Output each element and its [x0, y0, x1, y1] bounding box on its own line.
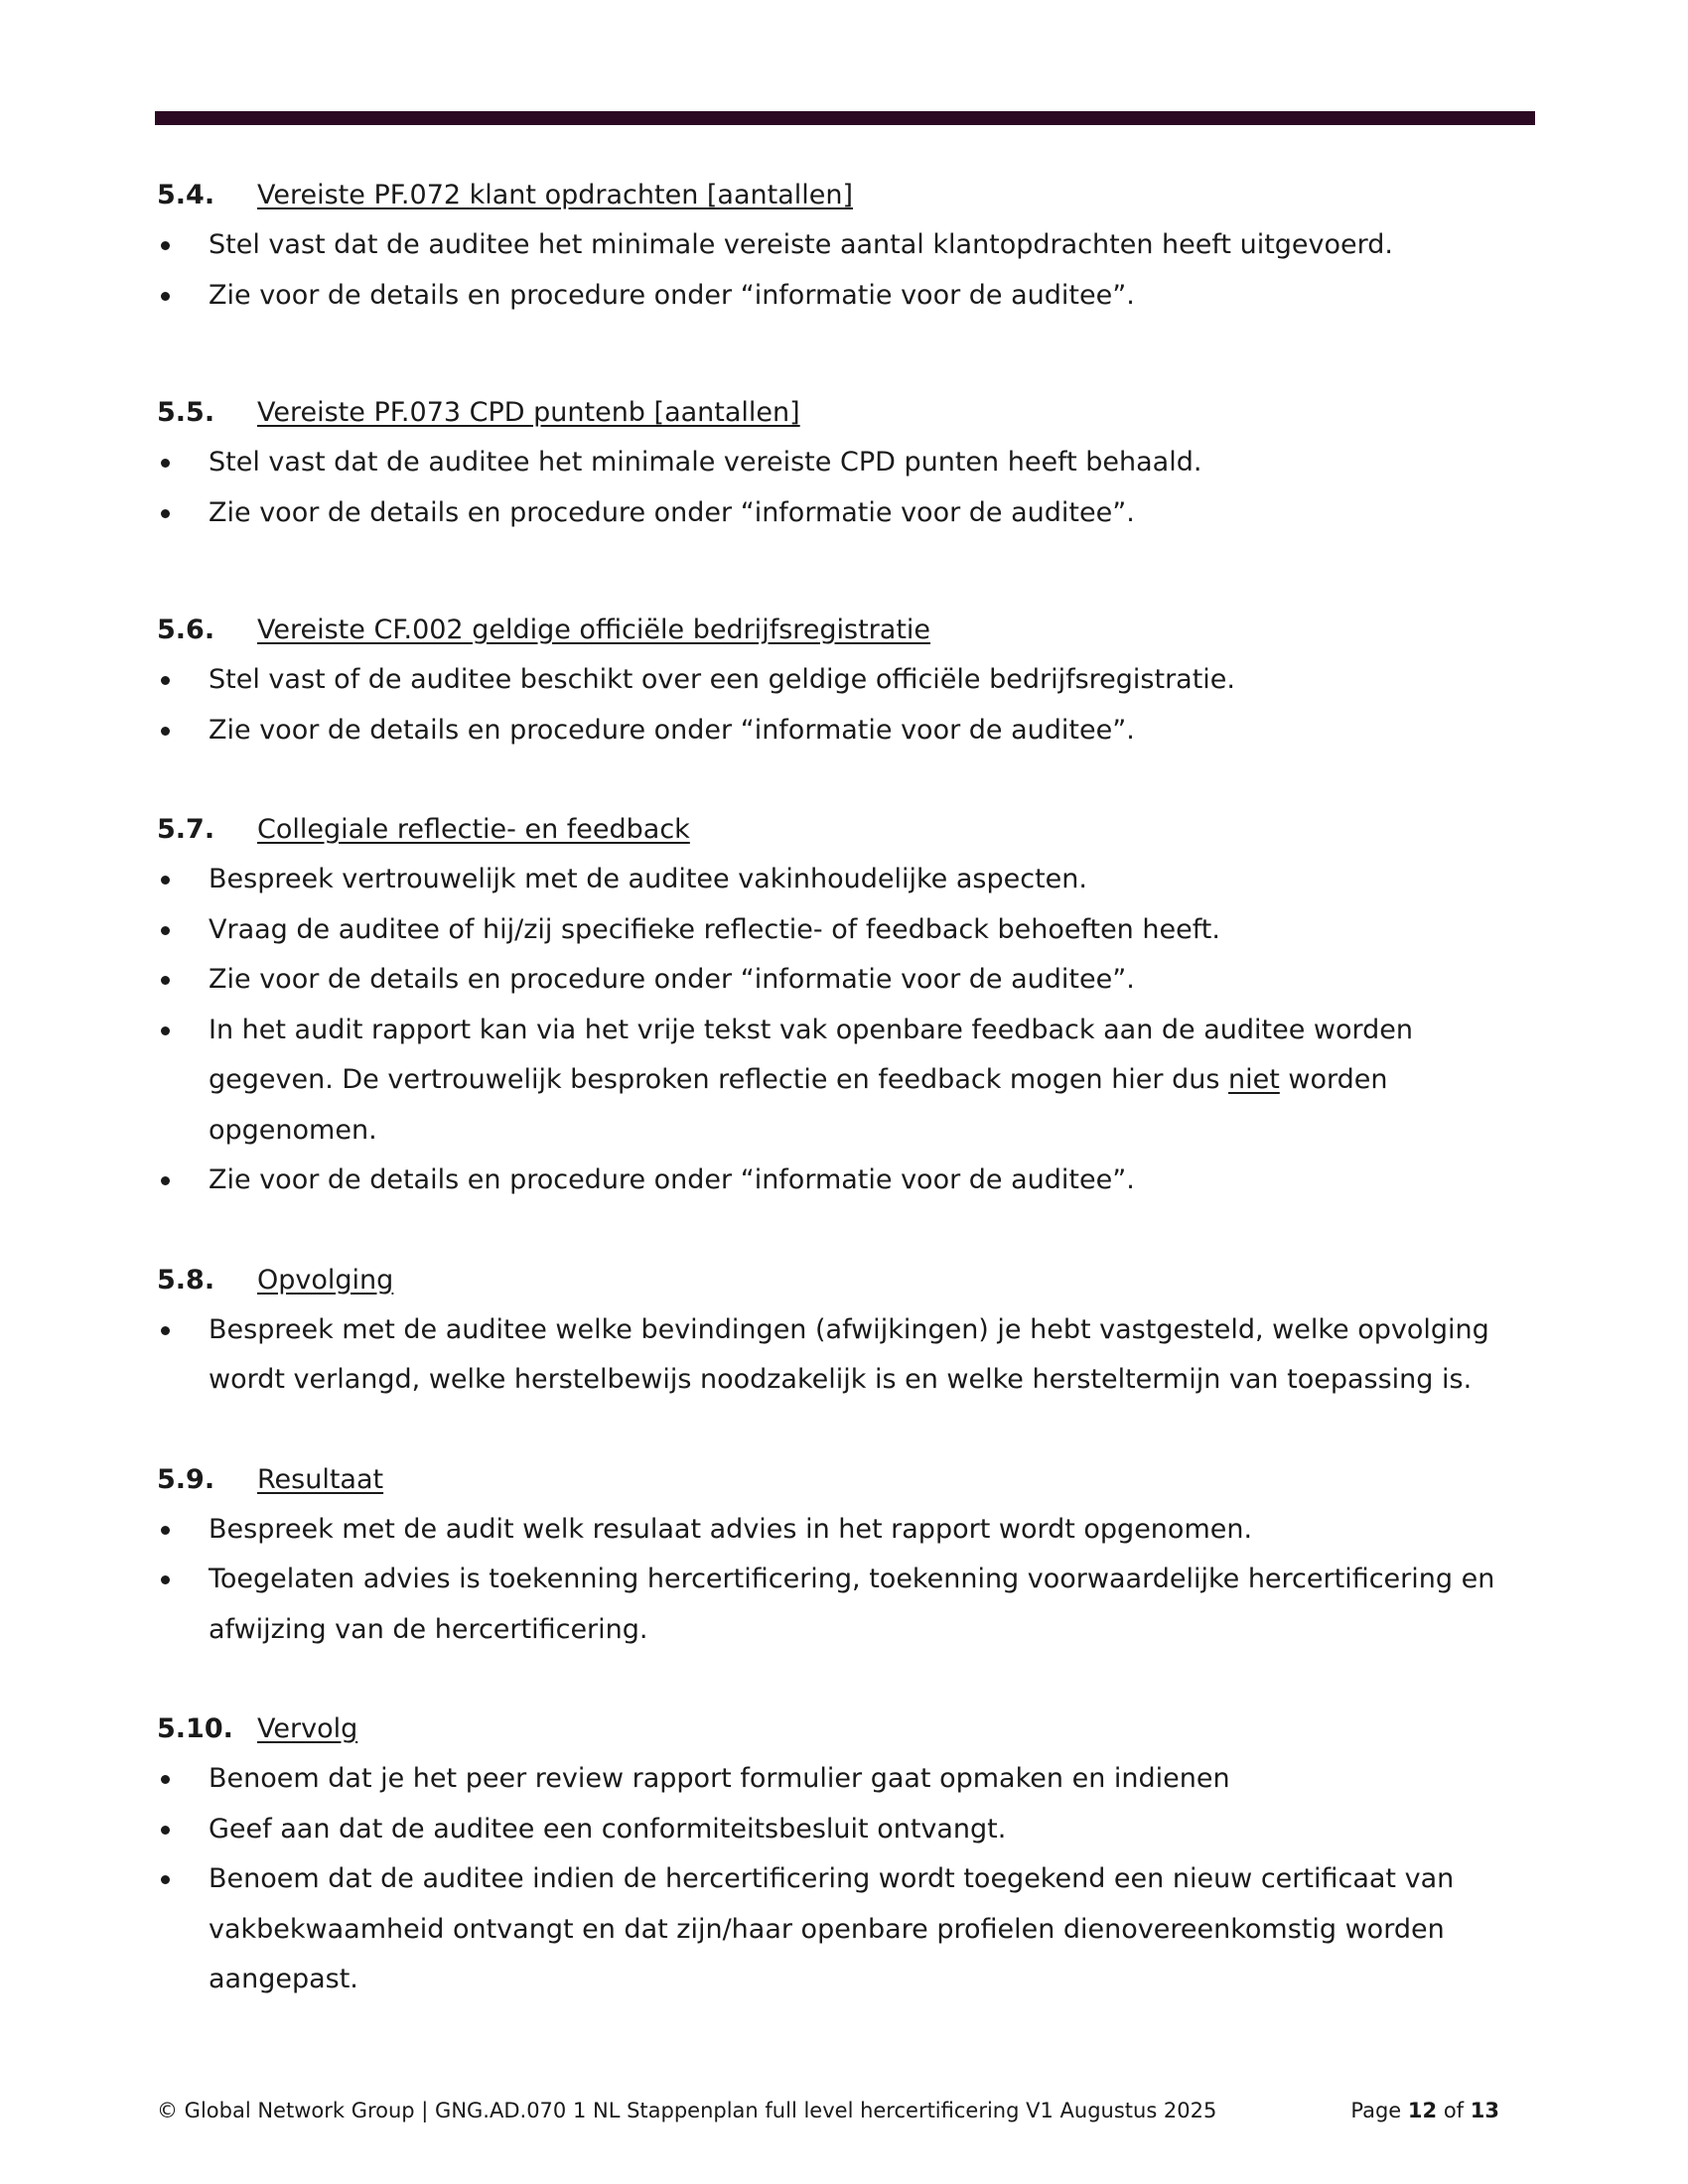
document-body: [157, 171, 1537, 2005]
bullet-list: [157, 1754, 1537, 2005]
section-number: 5.4.: [157, 180, 215, 210]
list-item: Bespreek met de auditee welke bevindingen (afwijkingen) je hebt vastgesteld, welke opvolging wordt verlangd, welke herstelbewijs noodzakelijk is en welke hersteltermijn van toepassing is.: [157, 1305, 1537, 1406]
section-5-7: [157, 805, 1537, 1206]
bullet-list: [157, 1305, 1537, 1406]
list-item: Bespreek vertrouwelijk met de auditee vakinhoudelijke aspecten.: [157, 855, 1537, 905]
section-heading: [157, 171, 1537, 220]
bullet-list: [157, 220, 1537, 321]
footer-copyright: © Global Network Group | GNG.AD.070 1 NL Stappenplan full level hercertificering V1 Augustus 2025: [157, 2099, 1217, 2122]
page-total: 13: [1470, 2099, 1499, 2122]
list-item: Vraag de auditee of hij/zij specifieke reflectie- of feedback behoeften heeft.: [157, 905, 1537, 956]
emphasis-niet: niet: [1228, 1064, 1280, 1095]
page-number: [1350, 2097, 1499, 2124]
list-item: Zie voor de details en procedure onder “informatie voor de auditee”.: [157, 706, 1537, 756]
section-number: 5.5.: [157, 397, 215, 428]
section-heading: [157, 1256, 1537, 1305]
section-5-5: [157, 388, 1537, 538]
list-item: Stel vast dat de auditee het minimale vereiste aantal klantopdrachten heeft uitgevoerd.: [157, 220, 1537, 271]
list-item: Stel vast dat de auditee het minimale vereiste CPD punten heeft behaald.: [157, 438, 1537, 488]
list-item: Benoem dat je het peer review rapport formulier gaat opmaken en indienen: [157, 1754, 1537, 1805]
bullet-list: [157, 855, 1537, 1206]
section-heading: [157, 606, 1537, 655]
bullet-list: [157, 1505, 1537, 1656]
page-current: 12: [1407, 2099, 1438, 2122]
list-item: Toegelaten advies is toekenning hercertificering, toekenning voorwaardelijke hercertificering en afwijzing van de hercertificering.: [157, 1555, 1537, 1655]
section-number: 5.10.: [157, 1713, 233, 1744]
section-5-8: [157, 1256, 1537, 1406]
page-of: of: [1443, 2099, 1465, 2122]
section-title: Collegiale reflectie- en feedback: [257, 814, 690, 845]
section-5-10: [157, 1705, 1537, 2005]
list-item-text: worden opgenomen.: [209, 1064, 1388, 1146]
section-5-9: [157, 1455, 1537, 1656]
list-item: Bespreek met de audit welk resulaat advies in het rapport wordt opgenomen.: [157, 1505, 1537, 1556]
section-5-6: [157, 606, 1537, 755]
section-title: Vereiste CF.002 geldige officiële bedrijfsregistratie: [257, 614, 931, 645]
section-title: Vervolg: [257, 1713, 358, 1744]
section-heading: [157, 1705, 1537, 1754]
section-5-4: [157, 171, 1537, 321]
list-item: Zie voor de details en procedure onder “informatie voor de auditee”.: [157, 955, 1537, 1006]
list-item: Zie voor de details en procedure onder “informatie voor de auditee”.: [157, 1156, 1537, 1206]
page-word: Page: [1350, 2099, 1402, 2122]
section-number: 5.7.: [157, 814, 215, 845]
bullet-list: [157, 655, 1537, 755]
section-number: 5.8.: [157, 1264, 215, 1296]
section-heading: [157, 1455, 1537, 1505]
list-item: Zie voor de details en procedure onder “informatie voor de auditee”.: [157, 271, 1537, 322]
section-title: Resultaat: [257, 1463, 384, 1495]
list-item: Zie voor de details en procedure onder “informatie voor de auditee”.: [157, 488, 1537, 539]
section-number: 5.6.: [157, 614, 215, 645]
section-heading: [157, 805, 1537, 855]
list-item: [157, 1006, 1537, 1157]
section-number: 5.9.: [157, 1463, 215, 1495]
header-rule: [155, 111, 1535, 125]
section-title: Vereiste PF.073 CPD puntenb [aantallen]: [257, 397, 800, 428]
page-footer: [157, 2097, 1499, 2124]
bullet-list: [157, 438, 1537, 538]
section-title: Opvolging: [257, 1264, 394, 1296]
list-item-text: In het audit rapport kan via het vrije tekst vak openbare feedback aan de auditee worden gegeven. De vertrouwelijk besproken reflectie en feedback mogen hier dus: [209, 1014, 1413, 1095]
list-item: Stel vast of de auditee beschikt over een geldige officiële bedrijfsregistratie.: [157, 655, 1537, 706]
section-title: Vereiste PF.072 klant opdrachten [aantallen]: [257, 180, 854, 210]
section-heading: [157, 388, 1537, 438]
list-item: Benoem dat de auditee indien de hercertificering wordt toegekend een nieuw certificaat van vakbekwaamheid ontvangt en dat zijn/haar openbare profielen dienovereenkomstig worden aangepast.: [157, 1854, 1537, 2005]
list-item: Geef aan dat de auditee een conformiteitsbesluit ontvangt.: [157, 1805, 1537, 1855]
